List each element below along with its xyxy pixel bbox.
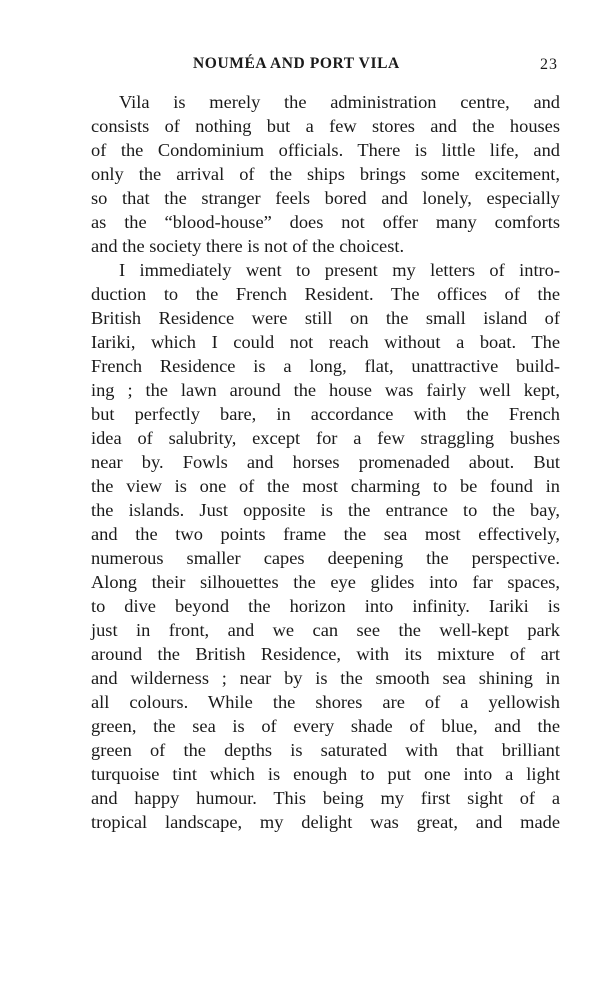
- text-line: British Residence were still on the small island of: [91, 308, 560, 328]
- text-line: I immediately went to present my letters of intro-: [119, 260, 560, 280]
- text-line: and the society there is not of the choicest.: [91, 236, 405, 256]
- text-line: the islands. Just opposite is the entrance to the bay,: [91, 500, 560, 520]
- text-line: near by. Fowls and horses promenaded about. But: [91, 452, 560, 472]
- text-line: to dive beyond the horizon into infinity. Iariki is: [91, 596, 560, 616]
- text-line: around the British Residence, with its mixture of art: [91, 644, 560, 664]
- text-line: Iariki, which I could not reach without a boat. The: [91, 332, 560, 352]
- text-line: the view is one of the most charming to be found in: [91, 476, 560, 496]
- text-line: idea of salubrity, except for a few straggling bushes: [91, 428, 560, 448]
- text-line: tropical landscape, my delight was great, and made: [91, 812, 560, 832]
- text-line: only the arrival of the ships brings some excitement,: [91, 164, 560, 184]
- text-line: green, the sea is of every shade of blue, and the: [91, 716, 560, 736]
- text-line: numerous smaller capes deepening the perspective.: [91, 548, 560, 568]
- text-line: and happy humour. This being my first sight of a: [91, 788, 560, 808]
- text-line: ing ; the lawn around the house was fairly well kept,: [91, 380, 560, 400]
- text-line: just in front, and we can see the well-kept park: [91, 620, 560, 640]
- text-line: consists of nothing but a few stores and the houses: [91, 116, 560, 136]
- body-text: [91, 90, 560, 834]
- text-line: all colours. While the shores are of a yellowish: [91, 692, 560, 712]
- text-line: green of the depths is saturated with that brilliant: [91, 740, 560, 760]
- text-line: turquoise tint which is enough to put one into a light: [91, 764, 560, 784]
- running-head: [91, 55, 560, 77]
- text-line: and wilderness ; near by is the smooth sea shining in: [91, 668, 560, 688]
- running-title: NOUMÉA AND PORT VILA: [193, 55, 400, 72]
- text-line: so that the stranger feels bored and lonely, especially: [91, 188, 560, 208]
- page-number: 23: [540, 56, 558, 73]
- text-line: duction to the French Resident. The offices of the: [91, 284, 560, 304]
- text-line: and the two points frame the sea most effectively,: [91, 524, 560, 544]
- text-line: of the Condominium officials. There is little life, and: [91, 140, 560, 160]
- text-line: French Residence is a long, flat, unattractive build-: [91, 356, 560, 376]
- text-line: Along their silhouettes the eye glides into far spaces,: [91, 572, 560, 592]
- text-line: Vila is merely the administration centre, and: [119, 92, 560, 112]
- text-line: as the “blood-house” does not offer many comforts: [91, 212, 560, 232]
- text-line: but perfectly bare, in accordance with the French: [91, 404, 560, 424]
